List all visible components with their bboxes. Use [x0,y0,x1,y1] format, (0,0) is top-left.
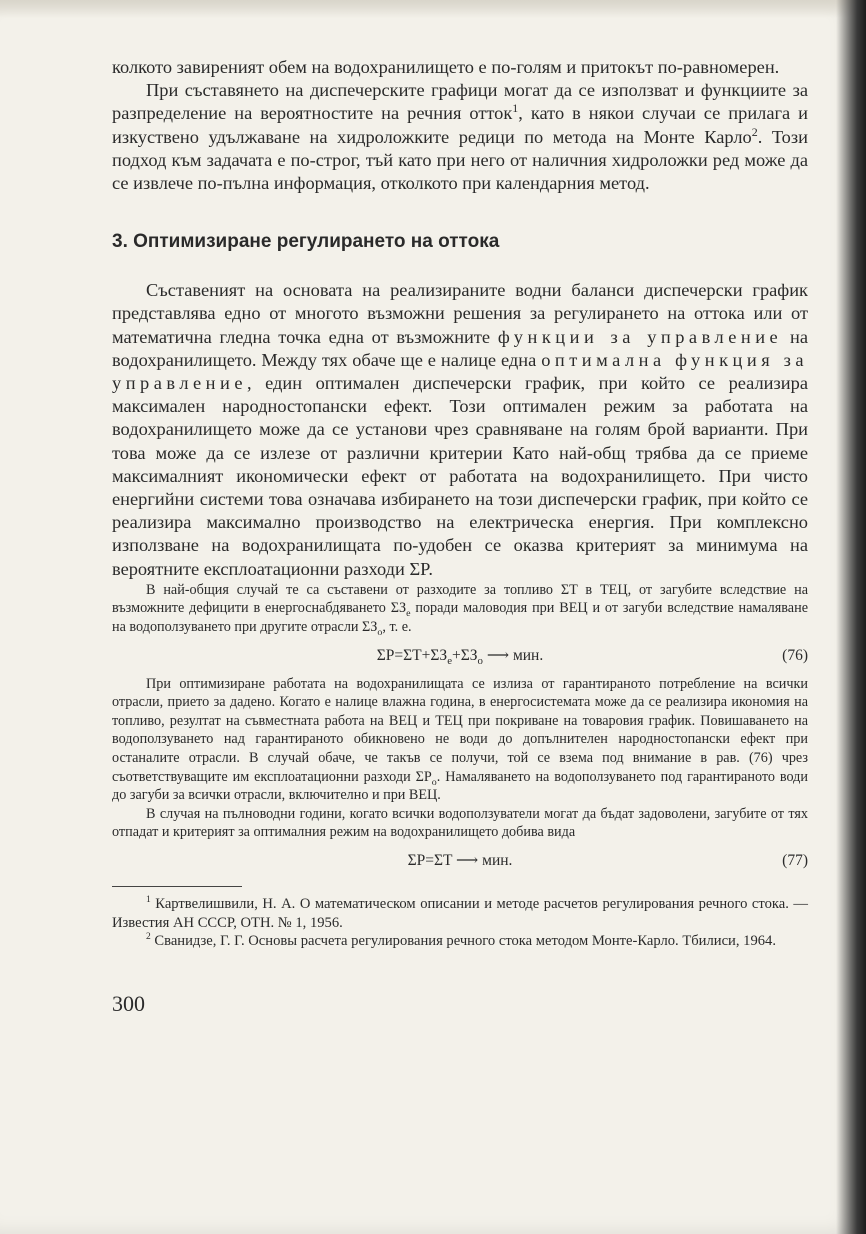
paragraph-dispatch-graphs [112,79,808,195]
text-segment: . Този подход към задачата е по-строг, тъй като при него от наличния хидроложки ред може да се извлече по-пълна информация, отколкото при календарния метод. [112,126,808,194]
footnote-text: Сванидзе, Г. Г. Основы расчета регулирования речного стока методом Монте-Карло. Тбилиси, 1964. [150,933,777,950]
footnote-2 [112,932,808,951]
book-spine-shadow [836,0,866,1234]
page-top-shadow [0,0,866,18]
text-segment: В най-общия случай те са съставени от разходите за топливо ΣT в ТЕЦ, от загубите вследствие на възможните дефицити в енергоснабдяването ΣЗ [112,581,808,617]
footnote-ref-2: 2 [751,124,758,139]
small-paragraph-costs [112,581,808,637]
footnote-1 [112,895,808,932]
paragraph-continued: колкото завиреният обем на водохранилището е по-голям и притокът по-равномерен. [112,57,780,77]
footnote-mark: 2 [146,932,151,943]
footnote-mark: 1 [146,895,151,906]
footnote-ref-1: 1 [512,101,519,116]
text-segment: на водохранилището. Между тях обаче ще е налице една [112,326,808,370]
equation-76 [112,645,808,667]
small-paragraph-guaranteed-use [112,675,808,805]
subscript: о [377,626,383,638]
equation-part: ΣP=ΣT ⟶ мин. [407,851,513,869]
page-number: 300 [112,990,145,1016]
text-segment: , т. е. [382,619,412,636]
equation-77 [112,850,808,872]
spaced-term: оптимална функция за управление [112,349,809,394]
page-content [112,56,808,1017]
text-segment: , като в някои случаи се прилага и изкуствено удължаване на хидроложките редици по метода на Монте Карло [112,103,808,147]
equation-part: +ΣЗ [452,646,478,664]
text-segment: Съставеният на основата на реализираните водни баланси диспечерски график представлява едно от многото възможни решения за регулирането на оттока или от математична гледна точка една от възможните [112,280,808,347]
subscript: о [477,654,483,667]
equation-number: (77) [782,851,808,869]
subscript: о [431,776,437,788]
text-segment: . Намаляването на водоползуването под гарантираното води до загуби за всички отрасли, включително и при ВЕЦ. [112,768,808,804]
paragraph-optimization [112,279,808,581]
subscript: е [406,608,411,620]
text-segment: , един оптимален диспечерски график, при който се реализира максимален народностопански ефект. Този оптимален режим за работата на водохранилището може да се установи чрез сравняване на голям брой варианти. При това може да се излезе от различни критерии Като най-общ трябва да се приеме максималният икономически ефект от работата на водохранилището. При чисто енергийни системи това означава избирането на този диспечерски график, при който се реализира максимално производство на електрическа енергия. При комплексно използване на водохранилищата по-удобен се оказва критерият за минимума на вероятните експлоатационни разходи ΣP. [112,373,808,579]
text-segment: При съставянето на диспечерските графици могат да се използват и функциите за разпределение на вероятностите на речния отток [112,80,808,124]
spaced-term: функции за управление [497,326,783,347]
footnote-divider [112,886,242,887]
equation-part: ⟶ мин. [482,646,544,664]
small-paragraph-wet-years: В случая на пълноводни години, когато всички водоползуватели могат да бъдат задоволени, загубите от тях отпадат и критерият за оптималния режим на водохранилището добива вида [112,805,808,841]
equation-part: ΣP=ΣT+ΣЗ [376,646,448,664]
subscript: е [447,654,453,667]
equation-number: (76) [782,646,808,664]
text-segment: При оптимизиране работата на водохранилищата се излиза от гарантираното потребление на всички отрасли, прието за дадено. Когато е налице влажна година, в енергосистемата може да се реализира икономия на топливо, резултат на съвместната работа на ВЕЦ и ТЕЦ при покриване на товаровия график. Повишаването на водоползуването над гарантираното обикновено не води до допълнителен народностопански ефект при останалите отрасли. В случай обаче, че такъв се получи, той се взема под внимание в рав. (76) чрез съответствуващите им експлоатационни разходи ΣP [112,675,808,785]
footnote-text: Картвелишвили, Н. А. О математическом описании и методе расчетов регулирования речного стока. — Известия АН СССР, ОТН. № 1, 1956. [112,895,808,931]
text-segment: поради маловодия при ВЕЦ и от загуби вследствие намаляване на водоползуването при другите отрасли ΣЗ [112,600,808,636]
section-heading: 3. Оптимизиране регулирането на оттока [112,231,500,253]
